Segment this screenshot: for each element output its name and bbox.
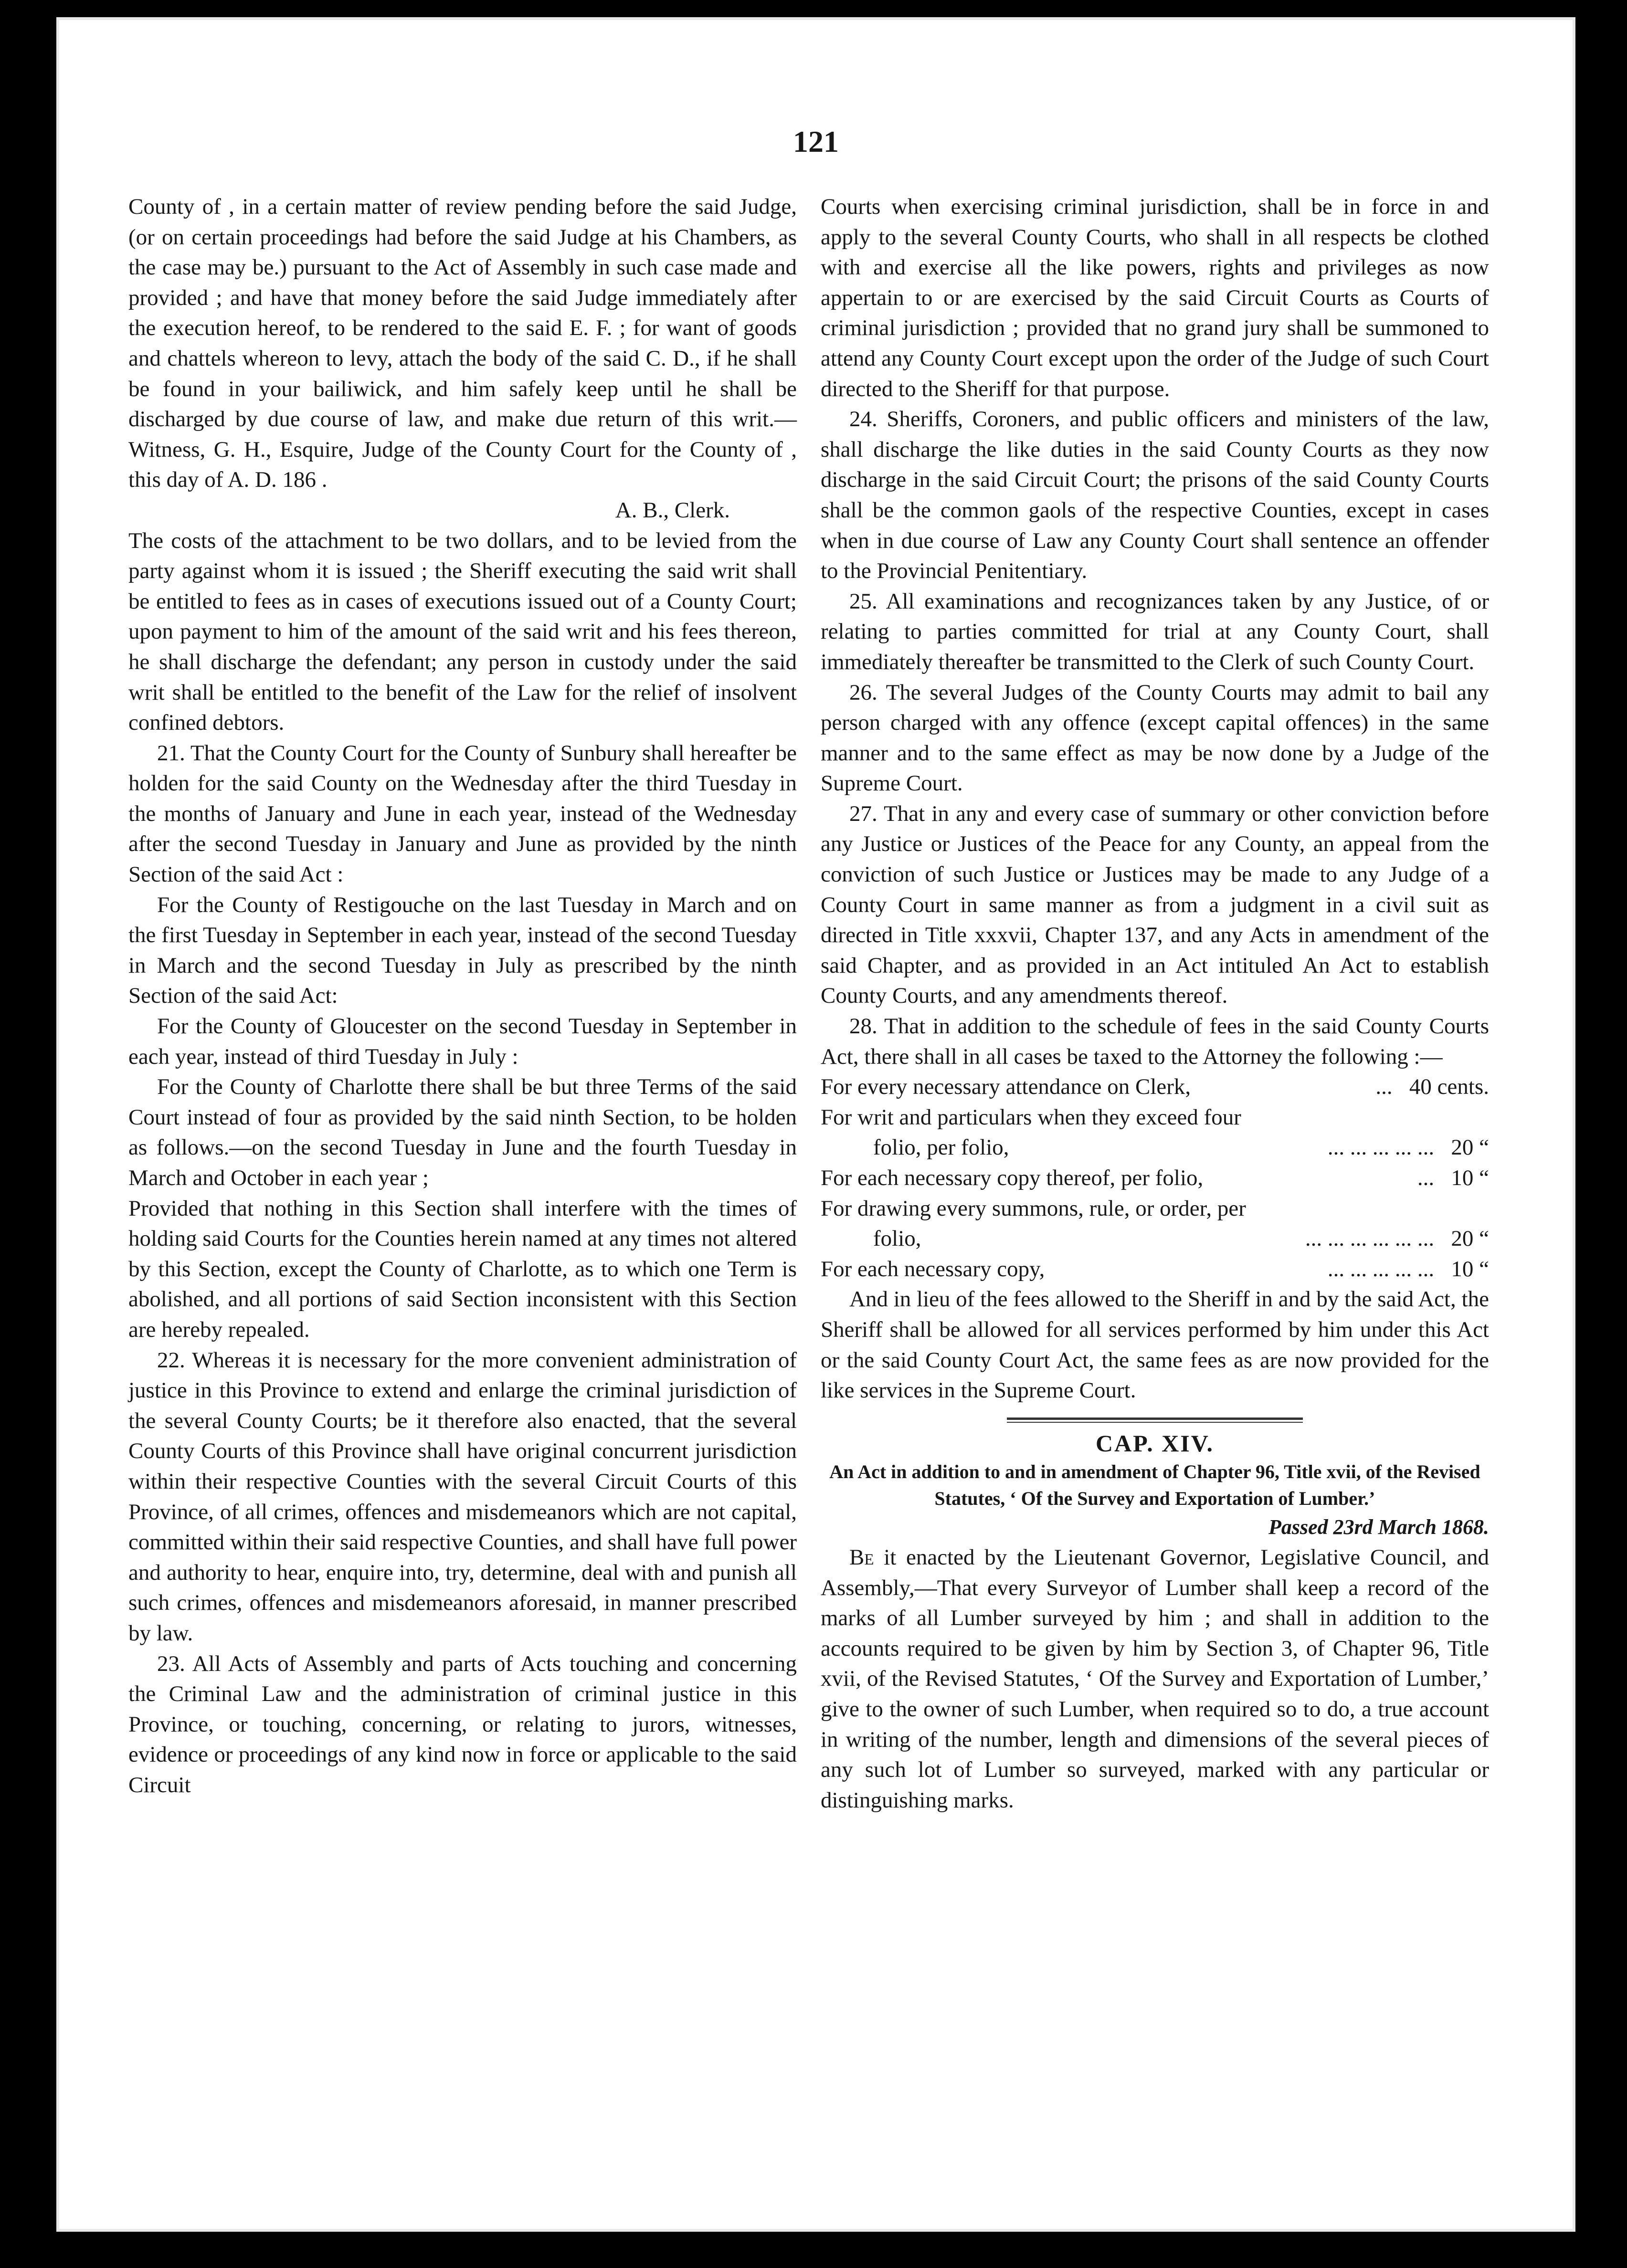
section-23-continuation: Courts when exercising criminal jurisdiction, shall be in force in and apply to the several County Courts, who shall in all respects be clothed with and exercise all the like powers, rights and privileges as now appertain to or are exercised by the said Circuit Courts as Courts of criminal jurisdiction ; provided that no grand jury shall be summoned to attend any County Court except upon the order of the Judge of such Court directed to the Sheriff for that purpose. — [821, 194, 1489, 401]
fee-amount: 10 “ — [1451, 1256, 1489, 1281]
fee-label: folio, — [873, 1226, 921, 1251]
section-22: 22. Whereas it is necessary for the more convenient administration of justice in this Province to extend and enlarge the criminal jurisdiction of the several County Courts; be it therefore also enacted, that the several County Courts of this Province shall have original concurrent jurisdiction within their respective Counties with the several Circuit Courts of this Province, of all crimes, offences and misdemeanors which are not capital, committed within their said respective Counties, and shall have full power and authority to hear, enquire into, try, determine, deal with and punish all such crimes, offences and misdemeanors aforesaid, in manner prescribed by law. — [128, 1347, 797, 1646]
enacting-lead-word: Be — [849, 1544, 874, 1570]
fee-label: folio, per folio, — [873, 1135, 1009, 1160]
left-column — [128, 192, 797, 1800]
fee-amount: 20 “ — [1451, 1135, 1489, 1160]
fee-label: For drawing every summons, rule, or order, per — [821, 1196, 1246, 1221]
act-description: An Act in addition to and in amendment of Chapter 96, Title xvii, of the Revised Statutes, ‘ Of the Survey and Exportation of Lumber.’ — [829, 1461, 1480, 1510]
fee-schedule — [821, 1072, 1489, 1284]
section-28: 28. That in addition to the schedule of fees in the said County Courts Act, there shall in all cases be taxed to the Attorney the following :— — [821, 1014, 1489, 1069]
section-23: 23. All Acts of Assembly and parts of Acts touching and concerning the Criminal Law and the administration of criminal justice in this Province, or touching, concerning, or relating to jurors, witnesses, evidence or proceedings of any kind now in force or applicable to the said Circuit — [128, 1651, 797, 1797]
fee-label: For each necessary copy, — [821, 1256, 1045, 1281]
fee-amount: 40 cents. — [1409, 1074, 1489, 1100]
clerk-signature: A. B., Clerk. — [615, 497, 730, 523]
fee-dots: ... ... ... ... ... ... — [1305, 1226, 1435, 1251]
document-page — [56, 17, 1575, 2232]
paragraph-charlotte: For the County of Charlotte there shall be but three Terms of the said Court instead of four as provided by the said ninth Section, to be holden as follows.—on the second Tuesday in June and the fourth Tuesday in March and October in each year ; — [128, 1074, 797, 1190]
section-24: 24. Sheriffs, Coroners, and public officers and ministers of the law, shall discharge the like duties in the said County Courts as they now discharge in the said Circuit Court; the prisons of the said County Courts shall be the common gaols of the respective Counties, except in cases when in due course of Law any County Court shall sentence an offender to the Provincial Penitentiary. — [821, 407, 1489, 584]
fee-dots: ... — [1417, 1166, 1435, 1190]
fee-row — [821, 1224, 1489, 1254]
paragraph-attachment-costs: The costs of the attachment to be two dollars, and to be levied from the party against whom it is issued ; the Sheriff executing the said writ shall be entitled to fees as in cases of executions issued out of a County Court; upon payment to him of the amount of the said writ and his fees thereon, he shall discharge the defendant; any person in custody under the said writ shall be entitled to the benefit of the Law for the relief of insolvent confined debtors. — [128, 528, 797, 735]
section-21: 21. That the County Court for the County of Sunbury shall hereafter be holden for the said County on the Wednesday after the third Tuesday in the months of January and June in each year, instead of the Wednesday after the second Tuesday in January and June as provided by the ninth Section of the said Act : — [128, 740, 797, 887]
fee-row — [821, 1072, 1489, 1102]
paragraph-restigouche: For the County of Restigouche on the last Tuesday in March and on the first Tuesday in September in each year, instead of the second Tuesday in March and the second Tuesday in July as prescribed by the ninth Section of the said Act: — [128, 892, 797, 1008]
fee-label: For every necessary attendance on Clerk, — [821, 1074, 1191, 1100]
fee-label: For each necessary copy thereof, per folio, — [821, 1166, 1204, 1190]
passed-date: Passed 23rd March 1868. — [1268, 1515, 1489, 1539]
fee-row — [821, 1163, 1489, 1194]
fee-row — [821, 1133, 1489, 1163]
fee-row — [821, 1194, 1489, 1224]
fee-label: For writ and particulars when they exceed four — [821, 1104, 1241, 1130]
paragraph-writ-continuation: County of , in a certain matter of review pending before the said Judge, (or on certain proceedings had before the said Judge at his Chambers, as the case may be.) pursuant to the Act of Assembly in such case made and provided ; and have that money before the said Judge immediately after the execution hereof, to be rendered to the said E. F. ; for want of goods and chattels whereon to levy, attach the body of the said C. D., if he shall be found in your bailiwick, and him safely keep until he shall be discharged by due course of law, and make due return of this writ.—Witness, G. H., Esquire, Judge of the County Court for the County of , this day of A. D. 186 . — [128, 194, 797, 493]
enacting-text: it enacted by the Lieutenant Governor, Legislative Council, and Assembly,—That every Surveyor of Lumber shall keep a record of the marks of all Lumber surveyed by him ; and shall in addition to the accounts required to be given by him by Section 3, of Chapter 96, Title xvii, of the Revised Statutes, ‘ Of the Survey and Exportation of Lumber,’ give to the owner of such Lumber, when required so to do, a true account in writing of the number, length and dimensions of the several pieces of any such lot of Lumber so surveyed, marked with any particular or distinguishing marks. — [821, 1544, 1490, 1813]
fee-row — [821, 1254, 1489, 1285]
fee-dots: ... — [1375, 1074, 1393, 1100]
section-26: 26. The several Judges of the County Courts may admit to bail any person charged with any offence (except capital offences) in the same manner and to the same effect as may be now done by a Judge of the Supreme Court. — [821, 680, 1489, 796]
fee-row — [821, 1102, 1489, 1133]
fee-amount: 20 “ — [1451, 1226, 1489, 1251]
section-25: 25. All examinations and recognizances taken by any Justice, of or relating to parties committed for trial at any County Court, shall immediately thereafter be transmitted to the Clerk of such County Court. — [821, 588, 1489, 674]
chapter-title: CAP. XIV. — [1096, 1429, 1214, 1457]
paragraph-proviso: Provided that nothing in this Section shall interfere with the times of holding said Courts for the Counties herein named at any times not altered by this Section, except the County of Charlotte, as to which one Term is abolished, and all portions of said Section inconsistent with this Section are hereby repealed. — [128, 1196, 797, 1342]
page-number: 121 — [793, 125, 839, 158]
enacting-paragraph — [821, 1543, 1489, 1816]
fee-dots: ... ... ... ... ... — [1327, 1135, 1435, 1160]
fee-amount: 10 “ — [1451, 1166, 1489, 1190]
paragraph-gloucester: For the County of Gloucester on the second Tuesday in September in each year, instead of third Tuesday in July : — [128, 1014, 797, 1069]
fee-dots: ... ... ... ... ... — [1327, 1256, 1435, 1281]
section-27: 27. That in any and every case of summary or other conviction before any Justice or Justices of the Peace for any County, an appeal from the conviction of such Justice or Justices may be made to any Judge of a County Court in same manner as from a judgment in a civil suit as directed in Title xxxvii, Chapter 137, and any Acts in amendment of the said Chapter, and as provided in an Act intituled An Act to establish County Courts, and any amendments thereof. — [821, 801, 1489, 1008]
paragraph-sheriff-fees: And in lieu of the fees allowed to the Sheriff in and by the said Act, the Sheriff shall be allowed for all services performed by him under this Act or the said County Court Act, the same fees as are now provided for the like services in the Supreme Court. — [821, 1287, 1489, 1403]
section-divider — [1007, 1418, 1303, 1423]
right-column — [821, 192, 1489, 1816]
